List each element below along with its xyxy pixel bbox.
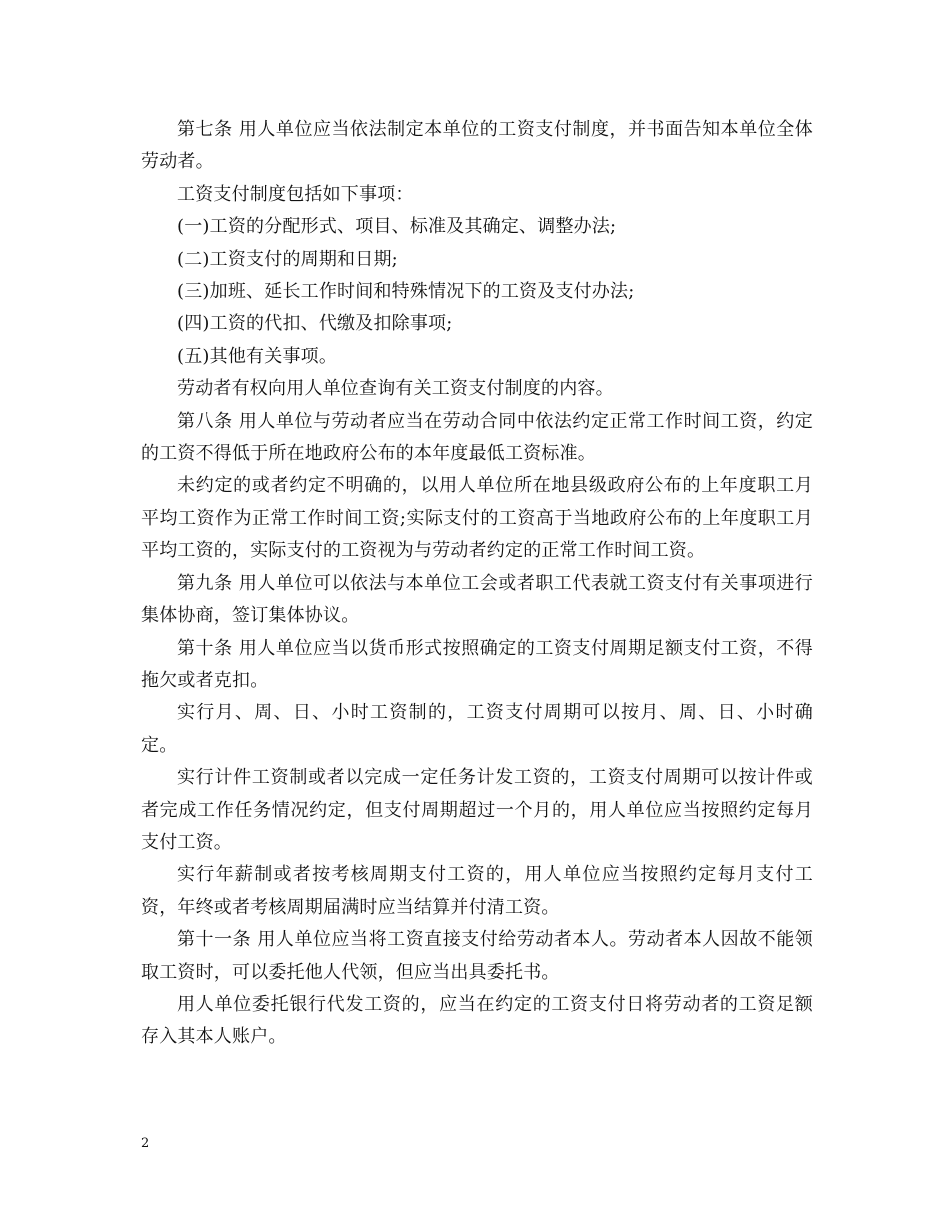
list-item-3: (三)加班、延长工作时间和特殊情况下的工资及支付办法; [177, 281, 635, 303]
list-item-4: (四)工资的代扣、代缴及扣除事项; [177, 313, 453, 335]
paragraph-article-9: 第九条 用人单位可以依法与本单位工会或者职工代表就工资支付有关事项进行集体协商，签订集体协议。 [141, 572, 813, 627]
paragraph-wage-system-items: 工资支付制度包括如下事项： [177, 183, 414, 205]
paragraph-article-10: 第十条 用人单位应当以货币形式按照确定的工资支付周期足额支付工资，不得拖欠或者克扣。 [141, 637, 813, 691]
page-number: 2 [141, 1136, 150, 1151]
paragraph-annual-salary: 实行年薪制或者按考核周期支付工资的，用人单位应当按照约定每月支付工资，年终或者考核周期届满时应当结算并付清工资。 [141, 864, 813, 918]
paragraph-piece-rate-cycle: 实行计件工资制或者以完成一定任务计发工资的，工资支付周期可以按计件或者完成工作任务情况约定，但支付周期超过一个月的，用人单位应当按照约定每月支付工资。 [141, 767, 813, 853]
list-item-2: (二)工资支付的周期和日期; [177, 248, 398, 270]
paragraph-right-to-inquire: 劳动者有权向用人单位查询有关工资支付制度的内容。 [177, 378, 614, 400]
paragraph-hourly-wage-cycle: 实行月、周、日、小时工资制的，工资支付周期可以按月、周、日、小时确定。 [141, 702, 813, 756]
paragraph-unagreed-wages: 未约定的或者约定不明确的，以用人单位所在地县级政府公布的上年度职工月平均工资作为正常工作时间工资;实际支付的工资高于当地政府公布的上年度职工月平均工资的，实际支付的工资视为与劳动者约定的正常工作时间工资。 [141, 475, 813, 562]
paragraph-article-8: 第八条 用人单位与劳动者应当在劳动合同中依法约定正常工作时间工资，约定的工资不得低于所在地政府公布的本年度最低工资标准。 [141, 410, 813, 465]
paragraph-article-11: 第十一条 用人单位应当将工资直接支付给劳动者本人。劳动者本人因故不能领取工资时，可以委托他人代领，但应当出具委托书。 [141, 929, 813, 983]
document-body [141, 114, 813, 1054]
list-item-5: (五)其他有关事项。 [177, 345, 338, 367]
list-item-1: (一)工资的分配形式、项目、标准及其确定、调整办法; [177, 216, 617, 238]
paragraph-article-7: 第七条 用人单位应当依法制定本单位的工资支付制度，并书面告知本单位全体劳动者。 [141, 119, 813, 173]
paragraph-bank-payment: 用人单位委托银行代发工资的，应当在约定的工资支付日将劳动者的工资足额存入其本人账户。 [141, 993, 813, 1048]
